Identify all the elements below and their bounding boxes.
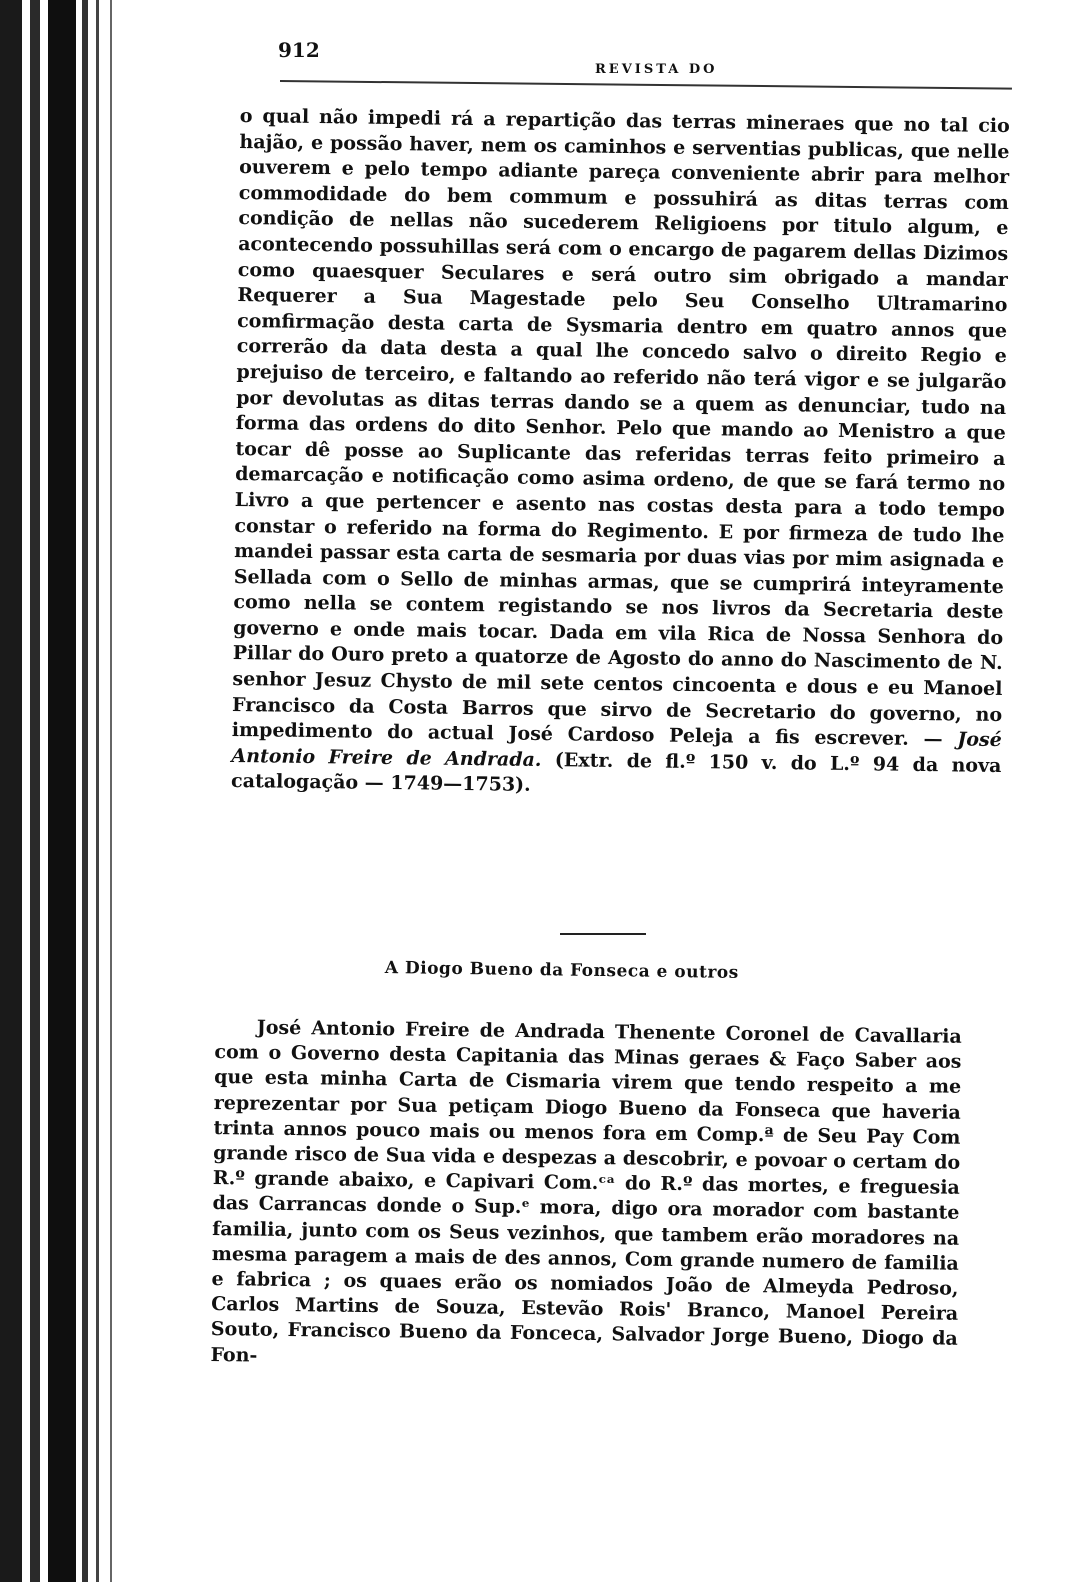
running-head: REVISTA DO [595, 62, 718, 77]
page-header [240, 30, 1020, 88]
source-citation: (Extr. de fl.º 150 v. do L.º 94 da nova catalogação — 1749—1753). [230, 749, 1002, 797]
section-paragraph-text: José Antonio Freire de Andrada Thenente Coronel de Cavallaria com o Governo desta Capitania das Minas geraes & Faço Saber aos que esta minha Carta de Cismaria virem que tendo respeito a me reprezentar por Sua petiçam Diogo Bueno da Fonseca que haveria trinta annos pouco mais ou menos fora em Comp.ª de Seu Pay Com grande risco de Sua vida e despezas a descobrir, e povoar o certam do R.º grande abaixo, e Capivari Com.ᶜᵃ do R.º das mortes, e freguesia das Carrancas donde o Sup.ᵉ mora, digo ora morador com bastante familia, junto com os Seus vezinhos, que tambem erão moradores na mesma paragem a mais de des annos, Com grande numero de familia e fabrica ; os quaes erão os nomiados João de Almeyda Pedroso, Carlos Martins de Souza, Estevão Rois' Branco, Manoel Pereira Souto, Francisco Bueno da Fonceca, Salvador Jorge Bueno, Diogo da Fon- [210, 1016, 962, 1367]
page-number: 912 [278, 38, 320, 62]
scan-binding-shadow [0, 0, 140, 1582]
section-divider [560, 933, 646, 935]
section-title: A Diogo Bueno da Fonseca e outros [384, 958, 739, 983]
header-rule [280, 80, 1012, 90]
signature: José Antonio Freire de Andrada. [231, 728, 1002, 771]
section-paragraph [210, 1015, 962, 1378]
document-page [210, 30, 1020, 1367]
body-paragraph [231, 104, 1010, 805]
body-paragraph-text: o qual não impedi rá a repartição das terras mineraes que no tal cio hajão, e possão haver, nem os caminhos e serventias publicas, que nelle ouverem e pelo tempo adiante pareça conveniente abrir para melhor commodidade do bem commum e possuhirá as ditas terras com condição de nellas não sucederem Religioens por titulo algum, e acontecendo possuhillas será com o encargo de pagarem dellas Dizimos como quaesquer Seculares e será outro sim obrigado a mandar Requerer a Sua Magestade pelo Seu Conselho Ultramarino comfirmação desta carta de Sysmaria dentro em quatro annos que correrão da data desta a qual lhe concedo salvo o direito Regio e prejuiso de terceiro, e faltando ao referido não terá vigor e se julgarão por devolutas as ditas terras dando se a quem as denunciar, tudo na forma das ordens do dito Senhor. Pelo que mando ao Menistro a que tocar dê posse ao Suplicante das referidas terras feito primeiro a demarcação e notificação como asima ordeno, de que se fará termo no Livro a que pertencer e asento nas costas desta para a todo tempo constar o referido na forma do Regimento. E por firmeza de tudo lhe mandei passar esta carta de sesmaria por duas vias por mim asignada e Sellada com o Sello de minhas armas, que se cumprirá inteyramente como nella se contem registando se nos livros da Secretaria deste governo e onde mais tocar. Dada em vila Rica de Nossa Senhora do Pillar do Ouro preto a quatorze de Agosto do anno do Nascimento de N. senhor Jesuz Chysto de mil sete centos cincoenta e dous e eu Manoel Francisco da Costa Barros que sirvo de Secretario do governo, no impedimento do actual José Cardoso Peleja a fis escrever. — [231, 104, 1010, 751]
